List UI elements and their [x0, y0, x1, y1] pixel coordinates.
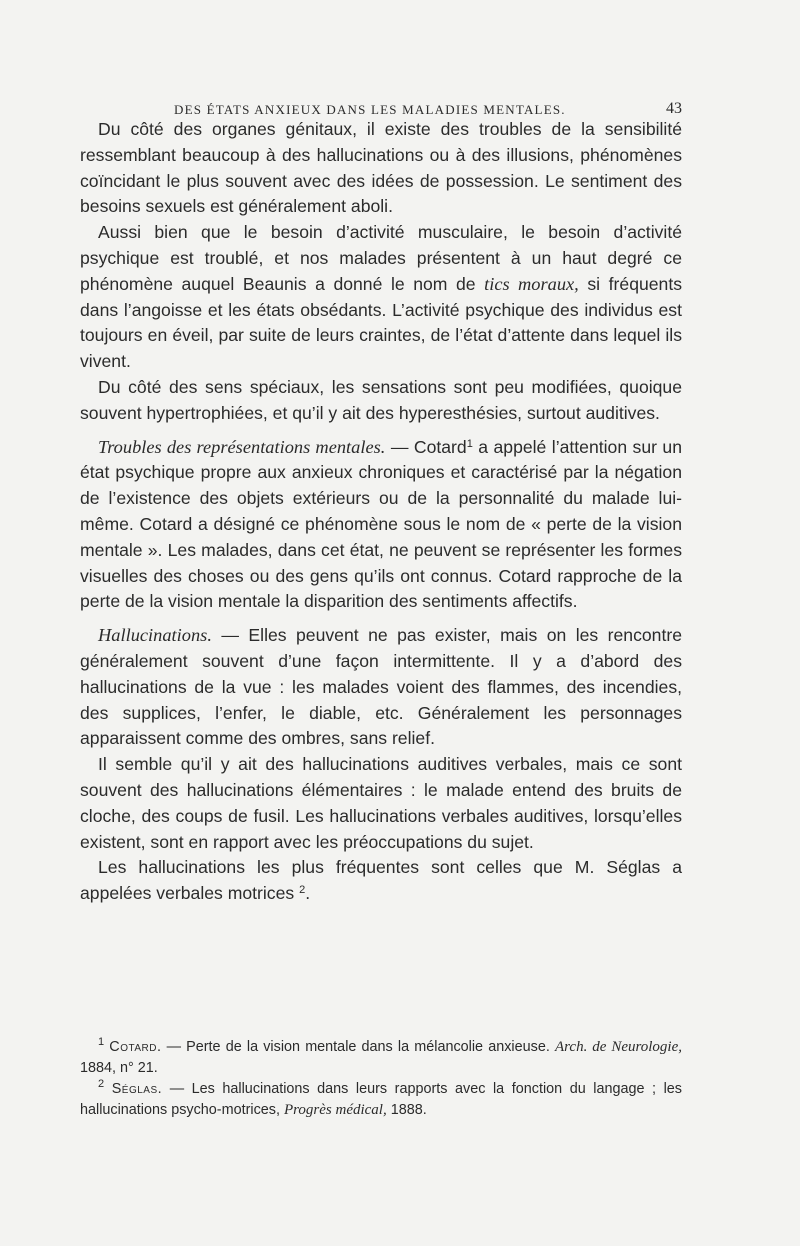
paragraph-mental-representations	[80, 435, 682, 616]
footnote-marker: 1	[98, 1036, 105, 1048]
paragraph-text: — Cotard	[385, 436, 467, 457]
paragraph-text: Aussi bien que le besoin d’activité musculaire, le besoin d’activité psychique est troublé, et nos malades présentent à un haut degré ce phénomène auquel Beaunis a donné le nom de	[80, 222, 682, 294]
footnote-journal: Progrès médical,	[283, 1102, 387, 1118]
footnote-text: — Les hallucinations dans leurs rapports avec la fonction du langage ; les hallucinations psycho-motrices,	[80, 1081, 683, 1118]
body-text	[80, 117, 682, 907]
paragraph-psychic-activity	[80, 220, 682, 375]
paragraph-hallucinations	[80, 623, 682, 752]
footnote-author: Cotard.	[109, 1039, 162, 1055]
paragraph-text: si fréquents dans l’angoisse et les états obsédants. L’activité psychique des individus est toujours en éveil, par suite de leurs craintes, de l’état d’attente dans lequel ils vivent.	[80, 273, 683, 372]
running-title: DES ÉTATS ANXIEUX DANS LES MALADIES MENTALES.	[174, 102, 566, 117]
footnote-1	[80, 1037, 682, 1079]
footnote-text: — Perte de la vision mentale dans la mélancolie anxieuse.	[161, 1039, 555, 1055]
footnote-text: 1884, n° 21.	[80, 1060, 158, 1076]
footnote-ref-2[interactable]: 2	[299, 884, 306, 897]
paragraph-genital-troubles: Du côté des organes génitaux, il existe des troubles de la sensibilité ressemblant beaucoup à des hallucinations ou à des illusions, phénomènes coïncidant le plus souvent avec des idées de possession. Le sentiment des besoins sexuels est généralement aboli.	[80, 119, 682, 217]
paragraph-text: .	[305, 883, 311, 904]
paragraph-text: Les hallucinations les plus fréquentes sont celles que M. Séglas a appelées verbales motrices	[80, 857, 682, 904]
footnotes	[80, 1037, 682, 1121]
footnote-text: 1888.	[386, 1102, 427, 1118]
section-heading-hallucinations: Hallucinations.	[98, 625, 212, 646]
footnote-2	[80, 1079, 682, 1121]
paragraph-motor-hallucinations	[80, 855, 682, 907]
footnote-ref-1[interactable]: 1	[466, 437, 473, 450]
paragraph-text: a appelé l’attention sur un état psychique propre aux anxieux chroniques et caractérisé par la négation de l’existence des objets extérieurs ou de la personnalité du malade lui-même. Cotard a désigné ce phénomène sous le nom de « perte de la vision mentale ». Les malades, dans cet état, ne peuvent se représenter les formes visuelles des choses ou des gens qu’ils ont connus. Cotard rapproche de la perte de la vision mentale la disparition des sentiments affectifs.	[80, 436, 683, 612]
paragraph-auditory-hallucinations: Il semble qu’il y ait des hallucinations auditives verbales, mais ce sont souvent des hallucinations élémentaires : le malade entend des bruits de cloche, des coups de fusil. Les hallucinations verbales auditives, lorsqu’elles existent, sont en rapport avec les préoccupations du sujet.	[80, 754, 682, 852]
footnote-author: Séglas.	[111, 1081, 163, 1097]
paragraph-special-senses: Du côté des sens spéciaux, les sensations sont peu modifiées, quoique souvent hypertrophiées, et qu’il y ait des hyperesthésies, surtout auditives.	[80, 376, 682, 423]
page-number: 43	[666, 100, 682, 117]
italic-term-tics-moraux: tics moraux,	[484, 273, 579, 294]
footnote-journal: Arch. de Neurologie,	[554, 1039, 683, 1055]
paragraph-text: — Elles peuvent ne pas exister, mais on les rencontre généralement souvent d’une façon intermittente. Il y a d’abord des hallucinations de la vue : les malades voient des flammes, des incendies, des supplices, l’enfer, le diable, etc. Généralement les personnages apparaissent comme des ombres, sans relief.	[80, 625, 682, 749]
footnote-marker: 2	[98, 1078, 105, 1090]
section-heading-troubles: Troubles des représentations mentales.	[98, 436, 386, 457]
